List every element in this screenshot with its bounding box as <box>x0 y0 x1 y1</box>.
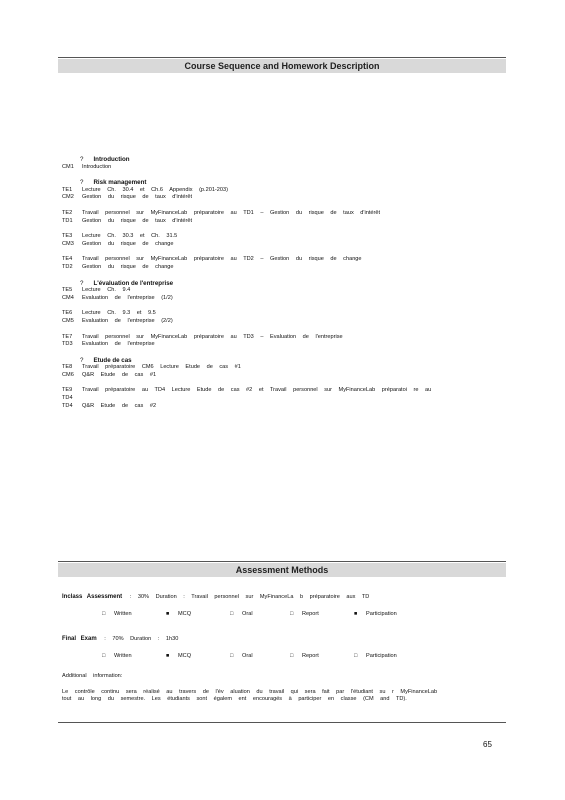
checkbox-label: Participation <box>366 653 397 659</box>
section-heading-title: Risk management <box>93 179 147 187</box>
section-header-course-sequence <box>58 59 506 73</box>
session-description: Q&R Etude de cas #2 <box>82 402 157 409</box>
inclass-details: : 30% Duration : Travail personnel sur MyFinanceLa b préparatoire aux TD <box>129 594 370 600</box>
session-code: TD4 <box>62 402 73 409</box>
checkbox-icon: □ <box>230 611 234 617</box>
session-code: CM4 <box>62 294 74 301</box>
list-item <box>62 287 502 295</box>
list-item <box>62 164 502 172</box>
session-description: Gestion du risque de change <box>82 263 174 270</box>
session-description: Lecture Ch. 30.4 et Ch.6 Appendix (p.201-203) <box>82 186 228 193</box>
checkbox-label: Oral <box>242 653 253 659</box>
session-code: CM5 <box>62 317 74 324</box>
checkbox-option <box>354 653 397 659</box>
list-item <box>62 334 502 342</box>
list-item <box>62 233 502 241</box>
page-number: 65 <box>483 740 492 749</box>
session-code: TE8 <box>62 364 73 371</box>
session-code: TE5 <box>62 287 73 294</box>
final-exam-row <box>62 636 502 644</box>
checkbox-label: MCQ <box>178 611 192 617</box>
checkbox-label: MCQ <box>178 653 192 659</box>
checkbox-icon: □ <box>290 653 294 659</box>
section-heading <box>62 280 502 288</box>
session-description: Evaluation de l'entreprise (1/2) <box>82 294 173 301</box>
checkbox-option <box>102 611 132 617</box>
bullet-marker: ? <box>80 179 84 187</box>
list-item <box>62 194 502 202</box>
checkbox-label: Report <box>302 611 319 617</box>
section-title: Assessment Methods <box>235 565 329 575</box>
session-code: TE1 <box>62 186 73 193</box>
list-item <box>62 264 502 272</box>
section-heading-title: Introduction <box>93 156 130 163</box>
checkbox-label: Written <box>114 653 132 659</box>
session-description: Gestion du risque de taux d'intérêt <box>82 194 193 201</box>
section-title: Course Sequence and Homework Description <box>184 61 380 71</box>
list-item <box>62 387 502 395</box>
session-code: TE2 <box>62 209 73 216</box>
session-code: TE9 <box>62 387 73 394</box>
session-description: Travail préparatoire CM6 Lecture Etude de cas #1 <box>82 364 241 371</box>
checkbox-option <box>290 653 319 659</box>
session-description: Travail personnel sur MyFinanceLab préparatoire au TD1 – Gestion du risque de taux d'intérêt <box>82 209 381 216</box>
section-heading <box>62 179 502 187</box>
checkbox-option <box>230 611 253 617</box>
additional-text-line-1: Le contrôle continu sera réalisé au travers de l'év aluation du travail qui sera fait par l'étudiant su r MyFinanceLab <box>62 688 438 695</box>
checkbox-icon: □ <box>230 653 234 659</box>
session-code: TE4 <box>62 256 73 263</box>
list-item <box>62 256 502 264</box>
additional-label: Additional information: <box>62 673 123 679</box>
session-description: Travail personnel sur MyFinanceLab préparatoire au TD3 – Evaluation de l'entreprise <box>82 333 343 340</box>
session-code: TE6 <box>62 310 73 317</box>
checkbox-icon: □ <box>102 611 106 617</box>
session-description: Lecture Ch. 9.3 et 9.5 <box>82 310 156 317</box>
session-code: CM3 <box>62 240 74 247</box>
checkbox-label: Report <box>302 653 319 659</box>
list-item <box>62 341 502 349</box>
checkbox-icon: □ <box>354 653 358 659</box>
list-item <box>62 364 502 372</box>
list-item <box>62 295 502 303</box>
list-item <box>62 210 502 218</box>
bottom-rule <box>58 722 506 723</box>
session-description: Gestion du risque de change <box>82 240 174 247</box>
session-description: Lecture Ch. 9.4 <box>82 287 131 294</box>
session-code: TD1 <box>62 217 73 224</box>
additional-text-line-2: tout au long du semestre. Les étudiants sont égalem ent encouragés à participer en classe (CM and TD). <box>62 696 407 703</box>
checkbox-option <box>290 611 319 617</box>
bullet-marker: ? <box>80 156 84 163</box>
section-heading <box>62 357 502 365</box>
list-item <box>62 310 502 318</box>
session-description: Travail personnel sur MyFinanceLab préparatoire au TD2 – Gestion du risque de change <box>82 256 362 263</box>
checkbox-icon: □ <box>290 611 294 617</box>
checkbox-option <box>230 653 253 659</box>
list-item <box>62 318 502 326</box>
list-item <box>62 372 502 380</box>
checkbox-icon: ■ <box>166 653 170 659</box>
section-heading <box>62 156 502 164</box>
session-description: Gestion du risque de taux d'intérêt <box>82 217 193 224</box>
session-description: Evaluation de l'entreprise (2/2) <box>82 317 173 324</box>
session-code: CM6 <box>62 371 74 378</box>
final-exam-details: : 70% Duration : 1h30 <box>104 636 179 642</box>
assessment-top-rule <box>58 561 506 562</box>
section-header-assessment <box>58 563 506 577</box>
list-item <box>62 403 502 411</box>
additional-information <box>62 673 502 704</box>
checkbox-option <box>354 611 397 617</box>
session-code: TD4 <box>62 395 73 402</box>
session-description: Lecture Ch. 30.3 et Ch. 31.5 <box>82 233 178 240</box>
course-sequence-list <box>62 156 502 410</box>
checkbox-option <box>166 653 191 659</box>
session-code: CM1 <box>62 163 74 170</box>
session-description: Introduction <box>82 163 112 170</box>
session-code: TE7 <box>62 333 73 340</box>
checkbox-label: Oral <box>242 611 253 617</box>
session-code: TD2 <box>62 263 73 270</box>
checkbox-option <box>166 611 191 617</box>
section-heading-title: Etude de cas <box>93 356 132 364</box>
list-item <box>62 187 502 195</box>
list-item <box>62 395 502 403</box>
checkbox-icon: □ <box>102 653 106 659</box>
inclass-label: Inclass Assessment <box>62 594 123 600</box>
checkbox-icon: ■ <box>354 611 358 617</box>
checkbox-icon: ■ <box>166 611 170 617</box>
bullet-marker: ? <box>80 356 84 364</box>
checkbox-label: Participation <box>366 611 397 617</box>
list-item <box>62 218 502 226</box>
top-rule <box>58 57 506 58</box>
session-description: Evaluation de l'entreprise <box>82 341 155 348</box>
bullet-marker: ? <box>80 279 84 287</box>
section-heading-title: L'évaluation de l'entreprise <box>93 279 174 287</box>
session-description: Travail préparatoire au TD4 Lecture Etude de cas #2 et Travail personnel sur MyFinanceLab préparatoi re au <box>82 387 432 394</box>
inclass-assessment-row <box>62 594 502 602</box>
checkbox-label: Written <box>114 611 132 617</box>
session-code: CM2 <box>62 194 74 201</box>
session-code: TD3 <box>62 341 73 348</box>
session-code: TE3 <box>62 233 73 240</box>
list-item <box>62 241 502 249</box>
final-exam-label: Final Exam <box>62 636 97 642</box>
checkbox-option <box>102 653 132 659</box>
session-description: Q&R Etude de cas #1 <box>82 371 157 378</box>
